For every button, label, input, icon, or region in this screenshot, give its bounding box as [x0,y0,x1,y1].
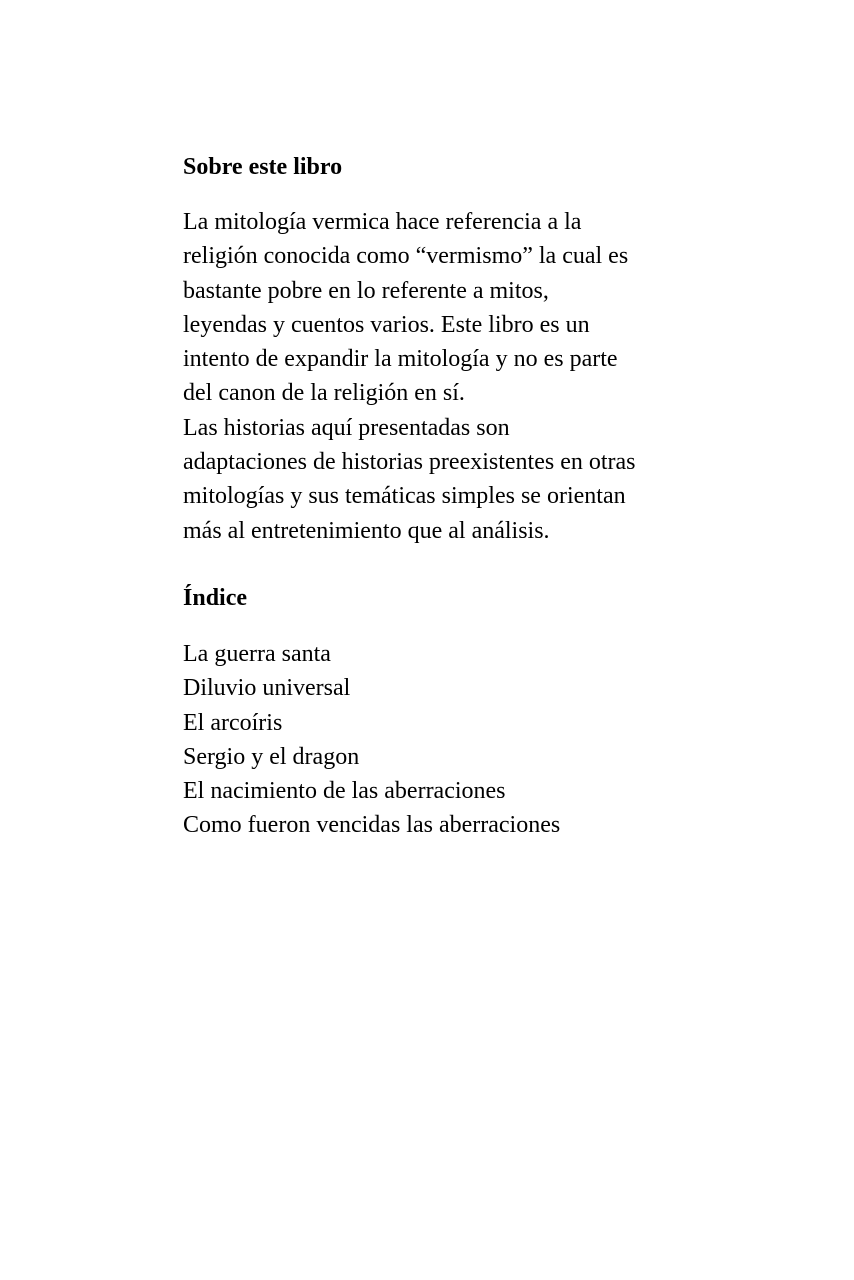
toc-item: El arcoíris [183,709,283,736]
about-line: Las historias aquí presentadas son [183,414,510,441]
table-of-contents [183,637,560,843]
about-line: mitologías y sus temáticas simples se orientan [183,483,626,510]
about-line: intento de expandir la mitología y no es parte [183,346,618,373]
about-line: bastante pobre en lo referente a mitos, [183,277,549,304]
about-line: leyendas y cuentos varios. Este libro es un [183,311,590,338]
toc-item: Sergio y el dragon [183,743,360,770]
about-line: adaptaciones de historias preexistentes en otras [183,449,636,476]
about-paragraph [183,205,636,548]
about-line: del canon de la religión en sí. [183,380,465,407]
index-heading: Índice [183,585,248,611]
about-line: religión conocida como “vermismo” la cual es [183,243,629,270]
about-heading: Sobre este libro [183,154,343,180]
about-line: más al entretenimiento que al análisis. [183,517,550,544]
toc-item: Como fueron vencidas las aberraciones [183,812,561,839]
toc-item: El nacimiento de las aberraciones [183,778,506,805]
toc-item: La guerra santa [183,641,331,667]
about-line: La mitología vermica hace referencia a la [183,209,582,235]
toc-item: Diluvio universal [183,675,351,702]
